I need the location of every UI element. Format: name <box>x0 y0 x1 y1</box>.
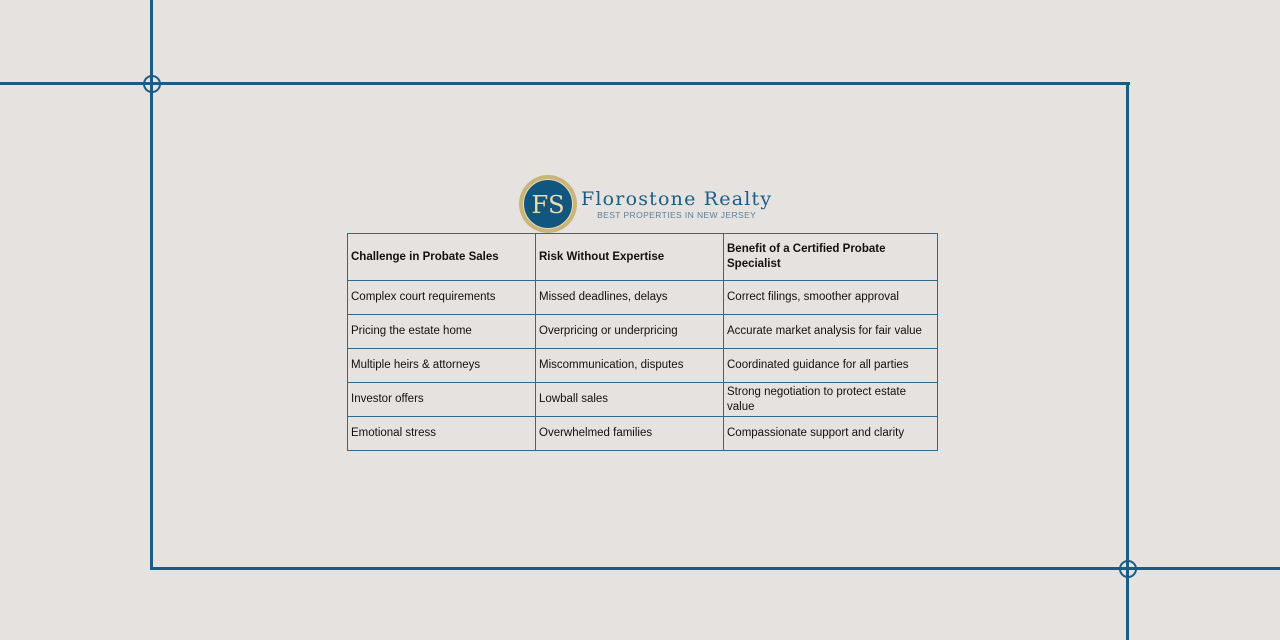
cell-challenge: Emotional stress <box>348 417 536 451</box>
cell-benefit: Accurate market analysis for fair value <box>724 315 938 349</box>
cell-risk: Overpricing or underpricing <box>536 315 724 349</box>
cell-benefit: Coordinated guidance for all parties <box>724 349 938 383</box>
table-header-row <box>348 234 938 281</box>
header-risk: Risk Without Expertise <box>536 234 724 281</box>
cell-benefit: Strong negotiation to protect estate value <box>724 383 938 417</box>
cell-benefit: Correct filings, smoother approval <box>724 281 938 315</box>
logo-text <box>581 188 772 220</box>
table-row <box>348 315 938 349</box>
cell-challenge: Pricing the estate home <box>348 315 536 349</box>
table-row <box>348 383 938 417</box>
brand-tagline: BEST PROPERTIES IN NEW JERSEY <box>597 210 757 220</box>
frame-line-top-horizontal <box>0 82 1130 85</box>
cell-benefit: Compassionate support and clarity <box>724 417 938 451</box>
table-row <box>348 417 938 451</box>
table-row <box>348 349 938 383</box>
cell-risk: Miscommunication, disputes <box>536 349 724 383</box>
cell-challenge: Complex court requirements <box>348 281 536 315</box>
cell-risk: Overwhelmed families <box>536 417 724 451</box>
monogram-text: FS <box>531 191 565 219</box>
frame-line-right-vertical <box>1126 82 1129 640</box>
frame-circle-top-left <box>143 75 161 93</box>
brand-name: Florostone Realty <box>581 188 773 210</box>
cell-risk: Lowball sales <box>536 383 724 417</box>
brand-logo <box>519 174 772 234</box>
table-row <box>348 281 938 315</box>
cell-challenge: Multiple heirs & attorneys <box>348 349 536 383</box>
frame-line-bottom-horizontal <box>150 567 1280 570</box>
probate-comparison-table <box>347 233 938 451</box>
header-challenge: Challenge in Probate Sales <box>348 234 536 281</box>
cell-risk: Missed deadlines, delays <box>536 281 724 315</box>
cell-challenge: Investor offers <box>348 383 536 417</box>
frame-circle-bottom-right <box>1119 560 1137 578</box>
logo-badge <box>519 175 577 233</box>
header-benefit: Benefit of a Certified Probate Specialist <box>724 234 938 281</box>
monogram-svg <box>528 184 568 224</box>
logo-monogram-icon <box>523 179 573 229</box>
